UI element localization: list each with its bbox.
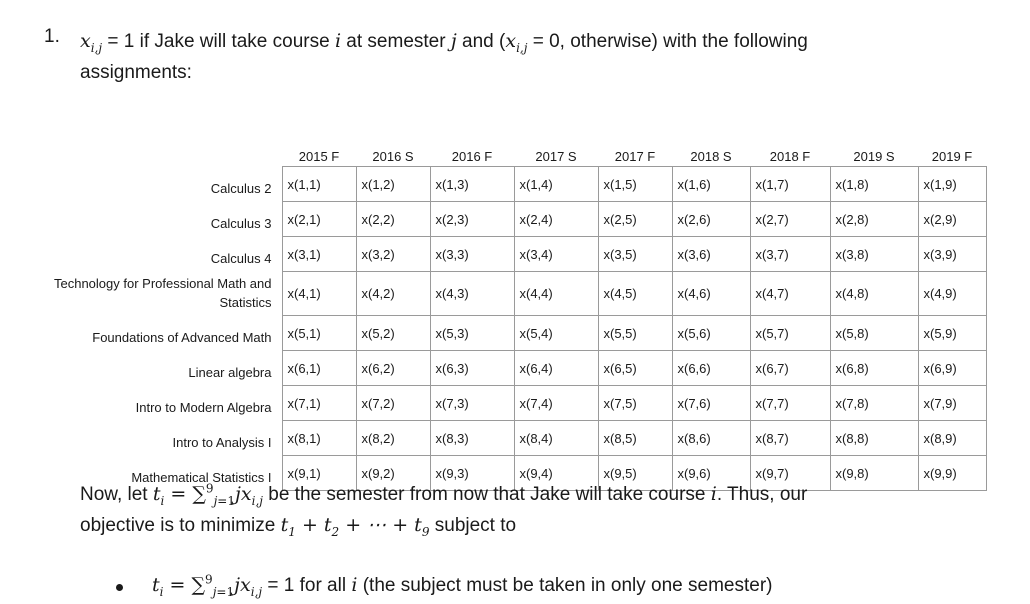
variable-cell: x(9,3) <box>430 456 514 491</box>
math-i-course: i <box>710 483 717 505</box>
intro-text-e: assignments: <box>80 62 192 83</box>
variable-cell: x(8,9) <box>918 421 986 456</box>
bullet-dot <box>116 584 123 591</box>
variable-cell: x(7,2) <box>356 386 430 421</box>
variable-cell: x(4,1) <box>282 272 356 316</box>
semester-header: 2017 F <box>614 149 656 164</box>
course-label: Mathematical Statistics I <box>131 469 272 485</box>
variable-cell: x(2,4) <box>514 202 598 237</box>
semester-header: 2018 F <box>769 149 811 164</box>
math-i: i <box>334 30 342 52</box>
variable-cell: x(3,7) <box>750 237 830 272</box>
math-eq-sum: = ∑$^9_{j=1}$ <box>164 481 235 508</box>
constraint-text-a: = 1 for all <box>262 575 352 596</box>
math-x: $x_{i,j}$ <box>80 30 103 55</box>
math-jx-2: $jx_{i,j}$ <box>234 574 263 599</box>
variable-cell: x(1,9) <box>918 167 986 202</box>
variable-cell: x(9,2) <box>356 456 430 491</box>
variable-cell: x(7,6) <box>672 386 750 421</box>
math-j: j <box>450 30 457 52</box>
variable-cell: x(3,3) <box>430 237 514 272</box>
variable-cell: x(8,4) <box>514 421 598 456</box>
course-label: Linear algebra <box>188 364 272 380</box>
table-row <box>20 167 986 202</box>
course-label: Foundations of Advanced Math <box>92 329 272 345</box>
variable-cell: x(5,7) <box>750 316 830 351</box>
variable-cell: x(6,9) <box>918 351 986 386</box>
variable-cell: x(7,7) <box>750 386 830 421</box>
course-semester-table <box>20 142 987 491</box>
variable-cell: x(8,1) <box>282 421 356 456</box>
variable-cell: x(8,7) <box>750 421 830 456</box>
variable-cell: x(5,9) <box>918 316 986 351</box>
variable-cell: x(1,4) <box>514 167 598 202</box>
variable-cell: x(9,1) <box>282 456 356 491</box>
variable-cell: x(7,4) <box>514 386 598 421</box>
variable-cell: x(3,6) <box>672 237 750 272</box>
variable-cell: x(9,8) <box>830 456 918 491</box>
table-row <box>20 386 986 421</box>
semester-header: 2019 S <box>853 149 895 164</box>
table-corner <box>20 142 282 167</box>
semester-header: 2016 F <box>451 149 493 164</box>
variable-cell: x(4,7) <box>750 272 830 316</box>
variable-cell: x(7,8) <box>830 386 918 421</box>
variable-cell: x(4,4) <box>514 272 598 316</box>
variable-cell: x(4,5) <box>598 272 672 316</box>
variable-cell: x(4,9) <box>918 272 986 316</box>
table-row <box>20 316 986 351</box>
objective-text-a: Now, let <box>80 484 153 505</box>
variable-cell: x(8,3) <box>430 421 514 456</box>
variable-cell: x(5,5) <box>598 316 672 351</box>
course-label: Technology for Professional Math and Statistics <box>53 275 272 310</box>
objective-text-d: objective is to minimize <box>80 515 281 536</box>
objective-paragraph <box>80 479 960 541</box>
variable-cell: x(1,7) <box>750 167 830 202</box>
variable-cell: x(2,5) <box>598 202 672 237</box>
math-x-2: $x_{i,j}$ <box>505 30 528 55</box>
variable-cell: x(9,9) <box>918 456 986 491</box>
variable-cell: x(5,4) <box>514 316 598 351</box>
variable-cell: x(4,3) <box>430 272 514 316</box>
math-ti-def: $t_i$ <box>152 483 165 508</box>
objective-text-b: be the semester from now that Jake will take course <box>262 484 711 505</box>
item-number: 1. <box>44 26 60 47</box>
variable-cell: x(9,6) <box>672 456 750 491</box>
variable-cell: x(6,5) <box>598 351 672 386</box>
variable-cell: x(5,8) <box>830 316 918 351</box>
intro-text-d: = 0, otherwise) with the following <box>527 31 808 52</box>
objective-text-e: subject to <box>429 515 517 536</box>
variable-cell: x(2,2) <box>356 202 430 237</box>
semester-header: 2018 S <box>690 149 732 164</box>
variable-cell: x(2,9) <box>918 202 986 237</box>
variable-cell: x(3,4) <box>514 237 598 272</box>
variable-cell: x(8,5) <box>598 421 672 456</box>
semester-header: 2015 F <box>298 149 340 164</box>
variable-cell: x(6,7) <box>750 351 830 386</box>
variable-cell: x(4,2) <box>356 272 430 316</box>
constraint-text-b: (the subject must be taken in only one semester) <box>357 575 773 596</box>
variable-cell: x(6,4) <box>514 351 598 386</box>
intro-paragraph <box>80 26 960 88</box>
variable-cell: x(2,1) <box>282 202 356 237</box>
variable-cell: x(6,6) <box>672 351 750 386</box>
table-header-row <box>20 142 986 167</box>
variable-cell: x(8,8) <box>830 421 918 456</box>
variable-cell: x(1,1) <box>282 167 356 202</box>
semester-header: 2016 S <box>372 149 414 164</box>
variable-cell: x(1,8) <box>830 167 918 202</box>
variable-cell: x(3,5) <box>598 237 672 272</box>
variable-cell: x(8,2) <box>356 421 430 456</box>
variable-cell: x(3,8) <box>830 237 918 272</box>
math-jx: $jx_{i,j}$ <box>235 483 263 508</box>
variable-cell: x(7,3) <box>430 386 514 421</box>
table-row <box>20 202 986 237</box>
table-row <box>20 237 986 272</box>
variable-cell: x(6,1) <box>282 351 356 386</box>
variable-cell: x(5,3) <box>430 316 514 351</box>
variable-cell: x(6,2) <box>356 351 430 386</box>
constraint-bullet <box>152 570 1012 601</box>
variable-cell: x(5,1) <box>282 316 356 351</box>
variable-cell: x(4,8) <box>830 272 918 316</box>
variable-cell: x(1,6) <box>672 167 750 202</box>
variable-cell: x(7,1) <box>282 386 356 421</box>
intro-text-a: = 1 if Jake will take course <box>102 31 335 52</box>
variable-cell: x(3,1) <box>282 237 356 272</box>
table-row <box>20 351 986 386</box>
variable-cell: x(1,5) <box>598 167 672 202</box>
course-label: Intro to Modern Algebra <box>135 399 272 415</box>
semester-header: 2019 F <box>931 149 973 164</box>
math-eq-sum-2: = ∑$^9_{j=1}$ <box>163 572 235 599</box>
course-label: Calculus 2 <box>210 180 272 196</box>
variable-cell: x(2,6) <box>672 202 750 237</box>
variable-cell: x(4,6) <box>672 272 750 316</box>
variable-cell: x(7,9) <box>918 386 986 421</box>
variable-cell: x(8,6) <box>672 421 750 456</box>
variable-cell: x(5,6) <box>672 316 750 351</box>
table-row <box>20 272 986 316</box>
table-row <box>20 421 986 456</box>
variable-cell: x(1,3) <box>430 167 514 202</box>
variable-cell: x(7,5) <box>598 386 672 421</box>
variable-cell: x(6,8) <box>830 351 918 386</box>
variable-cell: x(6,3) <box>430 351 514 386</box>
variable-cell: x(3,2) <box>356 237 430 272</box>
intro-text-b: at semester <box>341 31 451 52</box>
course-label: Calculus 4 <box>210 250 272 266</box>
variable-cell: x(9,7) <box>750 456 830 491</box>
course-label: Intro to Analysis I <box>172 434 272 450</box>
variable-cell: x(2,7) <box>750 202 830 237</box>
variable-cell: x(1,2) <box>356 167 430 202</box>
semester-header: 2017 S <box>535 149 577 164</box>
math-ti-constraint: $t_i$ <box>152 574 164 599</box>
variable-cell: x(9,5) <box>598 456 672 491</box>
math-i-all: i <box>351 574 358 596</box>
variable-cell: x(2,8) <box>830 202 918 237</box>
variable-cell: x(3,9) <box>918 237 986 272</box>
objective-text-c: . Thus, our <box>716 484 808 505</box>
intro-text-c: and ( <box>456 31 506 52</box>
math-objective: $t_1 + t_2$ + ⋯ + $t_9$ <box>280 514 430 539</box>
course-label: Calculus 3 <box>210 215 272 231</box>
variable-cell: x(5,2) <box>356 316 430 351</box>
variable-cell: x(9,4) <box>514 456 598 491</box>
variable-cell: x(2,3) <box>430 202 514 237</box>
